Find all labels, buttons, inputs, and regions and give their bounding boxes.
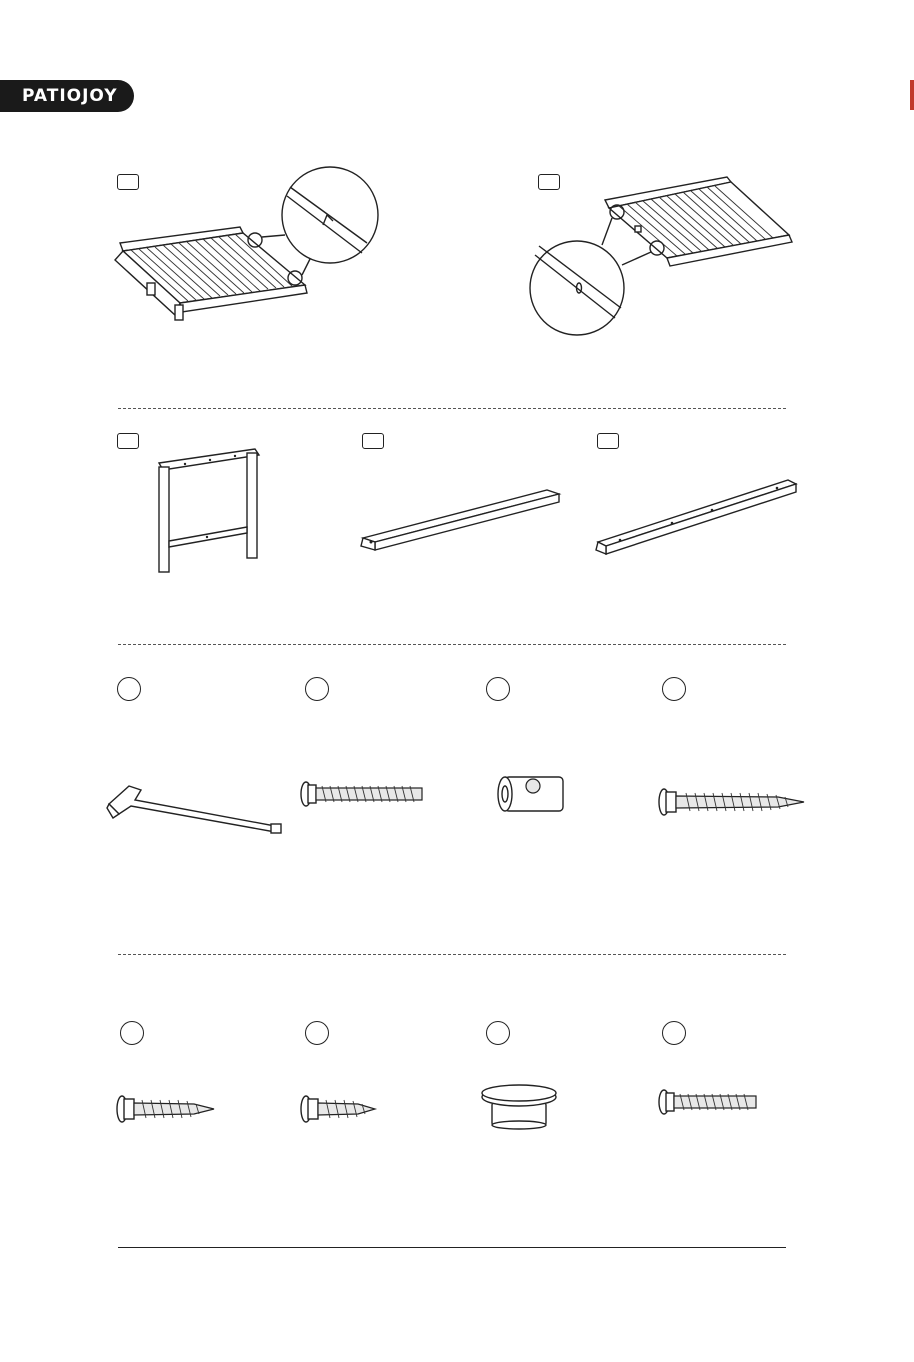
barrel-nut-icon (495, 772, 570, 817)
part-label-circle (117, 677, 141, 701)
footer-rule (118, 1247, 786, 1248)
section-divider (118, 408, 786, 409)
foot-cap-icon (480, 1085, 560, 1130)
leg-frame-icon (155, 445, 265, 580)
part-label-box (597, 433, 619, 449)
part-label-box (117, 433, 139, 449)
slotted-rail-icon (592, 470, 802, 565)
wood-screw-icon (116, 1092, 216, 1127)
part-label-circle (662, 1021, 686, 1045)
section-divider (118, 644, 786, 645)
short-bolt-icon (658, 1087, 763, 1119)
part-label-circle (486, 677, 510, 701)
long-wood-screw-icon (658, 785, 808, 820)
seat-panel-icon (105, 165, 395, 340)
part-label-circle (305, 677, 329, 701)
long-bolt-icon (300, 780, 430, 810)
seat-panel-flipped-icon (527, 170, 807, 360)
angle-rail-icon (355, 480, 565, 555)
part-label-circle (120, 1021, 144, 1045)
section-divider (118, 954, 786, 955)
part-label-circle (305, 1021, 329, 1045)
brand-logo: PATIOJOY (0, 80, 134, 112)
part-label-box (362, 433, 384, 449)
part-label-circle (486, 1021, 510, 1045)
page-edge-mark (910, 80, 914, 110)
allen-key-icon (105, 778, 290, 843)
part-label-circle (662, 677, 686, 701)
short-wood-screw-icon (300, 1092, 380, 1127)
